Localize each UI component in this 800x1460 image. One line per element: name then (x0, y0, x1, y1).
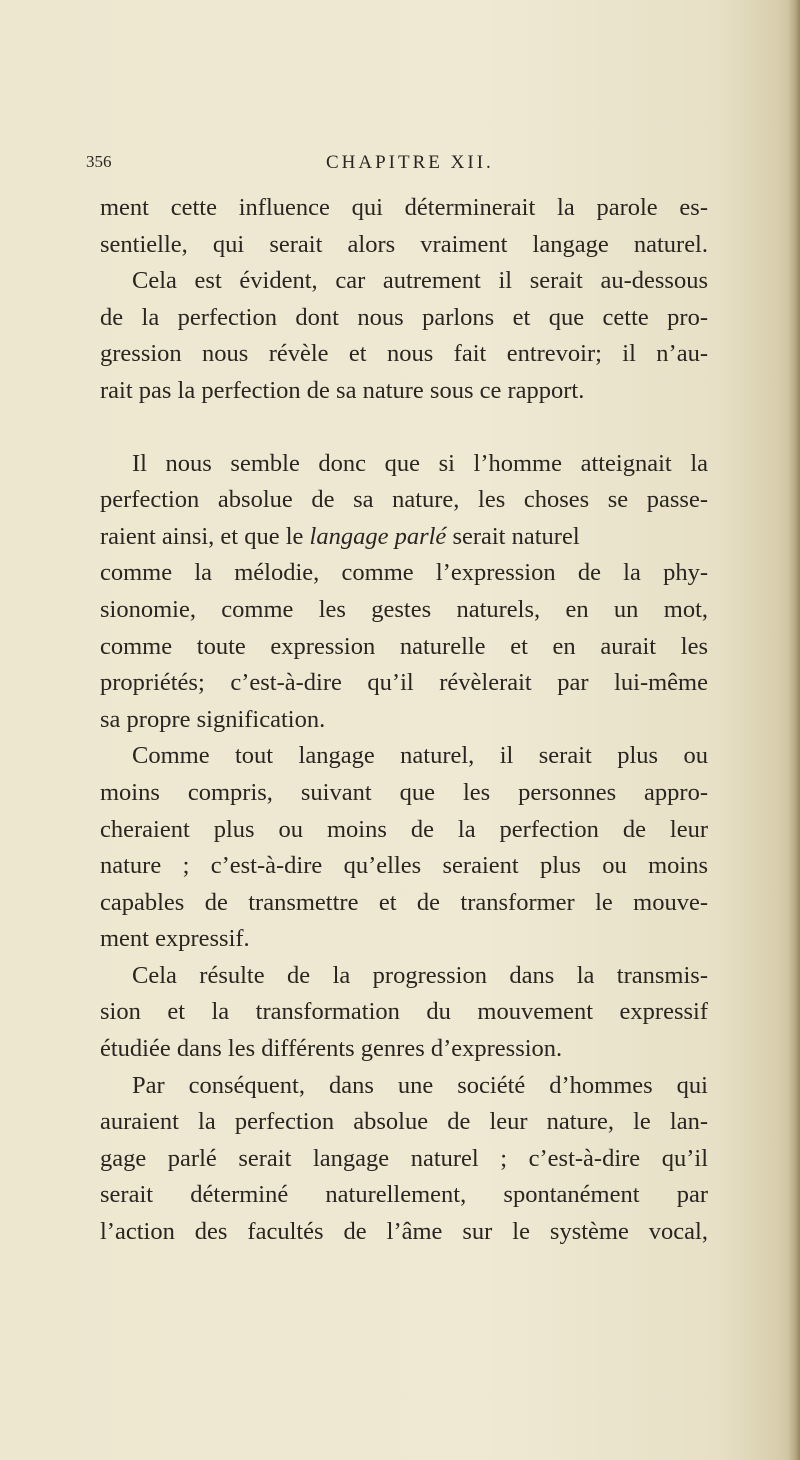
text-line: perfection absolue de sa nature, les choses se passe- (100, 486, 708, 514)
page-header (86, 152, 726, 182)
text-line: gage parlé serait langage naturel ; c’est-à-dire qu’il (100, 1144, 708, 1172)
text-line: ment expressif. (100, 925, 250, 953)
text-line: sentielle, qui serait alors vraiment langage naturel. (100, 230, 708, 258)
text-line: propriétés; c’est-à-dire qu’il révèlerait par lui-même (100, 669, 708, 697)
text-line: Par conséquent, dans une société d’hommes qui (132, 1071, 708, 1099)
text-line: sion et la transformation du mouvement expressif (100, 998, 708, 1026)
text-line: ment cette influence qui déterminerait la parole es- (100, 194, 708, 221)
text-line: Cela est évident, car autrement il serait au-dessous (132, 267, 708, 295)
text-line: l’action des facultés de l’âme sur le système vocal, (100, 1218, 708, 1246)
text-line: nature ; c’est-à-dire qu’elles seraient plus ou moins (100, 852, 708, 880)
text-line: étudiée dans les différents genres d’expression. (100, 1035, 563, 1063)
text-line (100, 519, 708, 556)
text-fragment: raient ainsi, et que le (100, 522, 304, 550)
text-line: serait déterminé naturellement, spontanément par (100, 1181, 708, 1209)
text-line: cheraient plus ou moins de la perfection de leur (100, 815, 708, 843)
text-line: capables de transmettre et de transformer le mouve- (100, 888, 708, 916)
text-line: gression nous révèle et nous fait entrevoir; il n’au- (100, 340, 708, 368)
text-line: sa propre signification. (100, 705, 326, 733)
running-head: CHAPITRE XII. (326, 152, 494, 173)
paragraph (100, 958, 708, 1068)
text-line: auraient la perfection absolue de leur nature, le lan- (100, 1108, 708, 1136)
page-number: 356 (86, 152, 112, 171)
body-text (100, 190, 708, 1251)
italic-phrase: langage parlé (309, 522, 447, 550)
text-line: comme la mélodie, comme l’expression de la phy- (100, 559, 708, 587)
text-line: rait pas la perfection de sa nature sous ce rapport. (100, 376, 585, 404)
text-line: sionomie, comme les gestes naturels, en un mot, (100, 595, 708, 623)
text-line: Il nous semble donc que si l’homme atteignait la (132, 449, 708, 477)
text-line: Cela résulte de la progression dans la transmis- (132, 961, 708, 989)
text-fragment: serait naturel (452, 522, 580, 550)
paragraph (100, 738, 708, 958)
paragraph-gap (100, 410, 708, 446)
paragraph (100, 190, 708, 410)
page-edge-shadow (788, 0, 800, 1460)
paragraph (100, 1068, 708, 1251)
text-line: Comme tout langage naturel, il serait plus ou (132, 742, 708, 770)
text-line: comme toute expression naturelle et en aurait les (100, 632, 708, 660)
text-line: de la perfection dont nous parlons et que cette pro- (100, 303, 708, 331)
paragraph (100, 446, 708, 739)
text-line: moins compris, suivant que les personnes appro- (100, 778, 708, 806)
